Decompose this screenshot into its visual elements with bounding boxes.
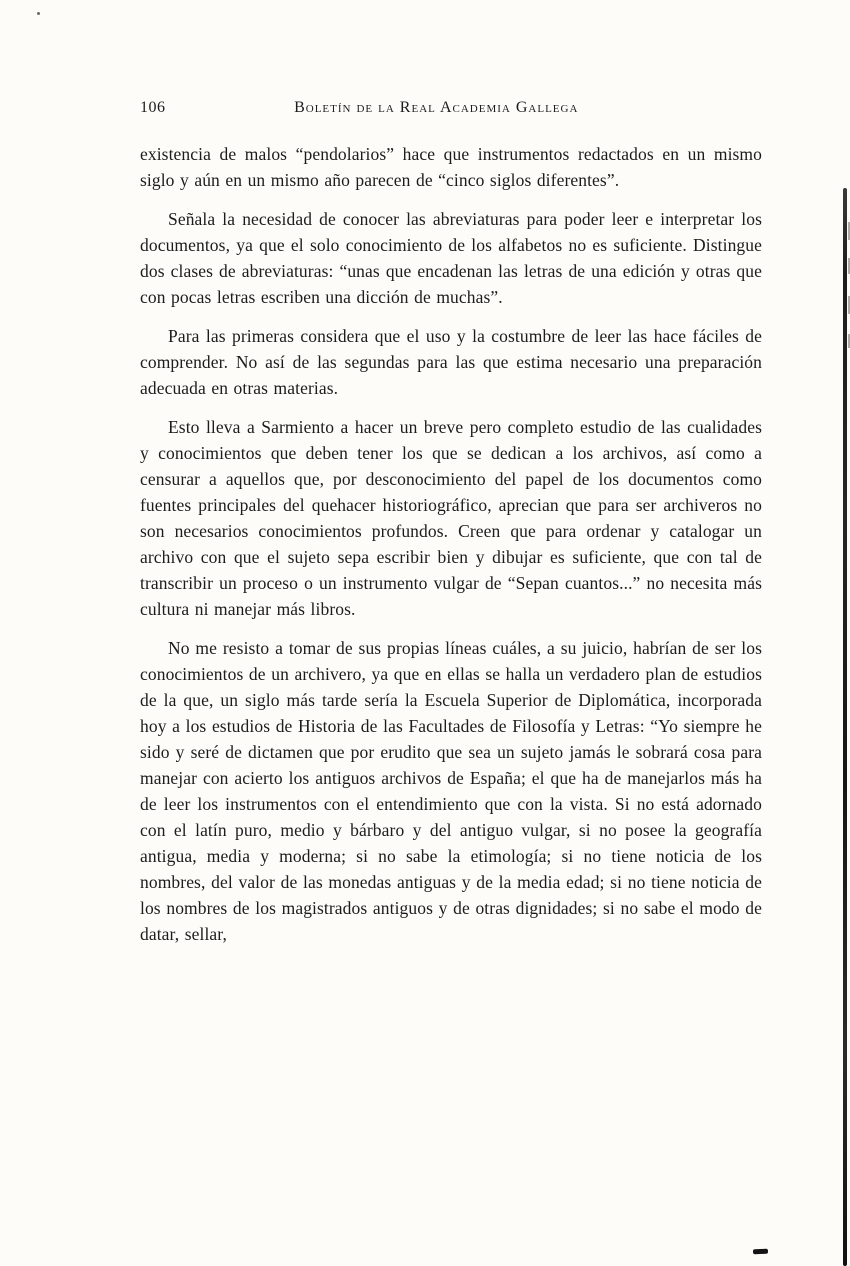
paragraph: Señala la necesidad de conocer las abreviaturas para poder leer e interpretar los documentos, ya que el solo conocimiento de los alfabetos no es suficiente. Distingue dos clases de abreviaturas: “unas que encadenan las letras de una edición y otras que con pocas letras escriben una dicción de muchas”. <box>140 209 762 307</box>
body-text <box>140 141 762 947</box>
paragraph: No me resisto a tomar de sus propias líneas cuáles, a su juicio, habrían de ser los conocimientos de un archivero, ya que en ellas se halla un verdadero plan de estudios de la que, un siglo más tarde sería la Escuela Superior de Diplomática, incorporada hoy a los estudios de Historia de las Facultades de Filosofía y Letras: “Yo siempre he sido y seré de dictamen que por erudito que sea un sujeto jamás le sobrará cosa para manejar con acierto los antiguos archivos de España; el que ha de manejarlos más ha de leer los instrumentos con el entendimiento que con la vista. Si no está adornado con el latín puro, medio y bárbaro y del antiguo vulgar, si no posee la geografía antigua, media y moderna; si no sabe la etimología; si no tiene noticia de los nombres, del valor de las monedas antiguas y de la media edad; si no tiene noticia de los nombres de los magistrados antiguos y de otras dignidades; si no sabe el modo de datar, sellar, <box>140 638 762 944</box>
page-number: 106 <box>140 99 166 116</box>
scan-artifact-speck <box>37 12 40 15</box>
scan-artifact-right-edge-line <box>843 188 847 1266</box>
paragraph: Esto lleva a Sarmiento a hacer un breve pero completo estudio de las cualidades y conocimientos que deben tener los que se dedican a los archivos, así como a censurar a aquellos que, por desconocimiento del papel de los documentos como fuentes principales del quehacer historiográfico, aprecian que para ser archiveros no son necesarios conocimientos profundos. Creen que para ordenar y catalogar un archivo con que el sujeto sepa escribir bien y dibujar es suficiente, que con tal de transcribir un proceso o un instrumento vulgar de “Sepan cuantos...” no necesita más cultura ni manejar más libros. <box>140 417 762 619</box>
scan-artifact-bottom-ink-mark <box>753 1249 768 1255</box>
journal-title: Boletín de la Real Academia Gallega <box>294 99 579 116</box>
paragraph-continuation: existencia de malos “pendolarios” hace que instrumentos redactados en un mismo siglo y aún en un mismo año parecen de “cinco siglos diferentes”. <box>140 144 762 190</box>
running-head <box>140 99 762 117</box>
paragraph: Para las primeras considera que el uso y la costumbre de leer las hace fáciles de comprender. No así de las segundas para las que estima necesario una preparación adecuada en otras materias. <box>140 326 762 398</box>
